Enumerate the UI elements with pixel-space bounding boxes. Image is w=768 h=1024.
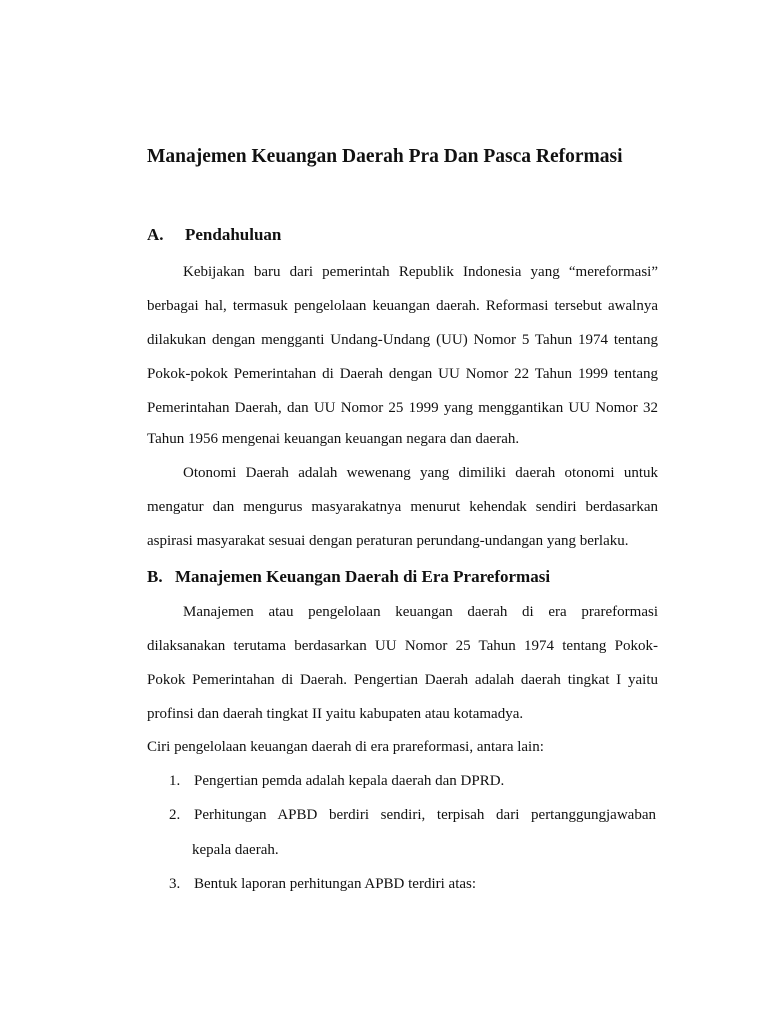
list-number: 3.	[169, 876, 181, 892]
paragraph-line: dilakukan dengan mengganti Undang-Undang (UU) Nomor 5 Tahun 1974 tentang	[147, 332, 658, 348]
list-item	[169, 805, 658, 825]
paragraph-line: Manajemen atau pengelolaan keuangan daerah di era prareformasi	[183, 604, 658, 620]
paragraph-line: Pemerintahan Daerah, dan UU Nomor 25 1999 yang menggantikan UU Nomor 32	[147, 400, 658, 416]
section-a-heading	[147, 225, 281, 245]
section-title: Manajemen Keuangan Daerah di Era Prareformasi	[175, 567, 551, 586]
list-number: 2.	[169, 807, 181, 823]
paragraph-line: Otonomi Daerah adalah wewenang yang dimiliki daerah otonomi untuk	[183, 465, 658, 481]
section-title: Pendahuluan	[185, 225, 282, 244]
paragraph-line: mengatur dan mengurus masyarakatnya menurut kehendak sendiri berdasarkan	[147, 499, 658, 515]
paragraph-line: profinsi dan daerah tingkat II yaitu kabupaten atau kotamadya.	[147, 706, 524, 722]
list-item-continuation: kepala daerah.	[192, 842, 279, 858]
list-text: Pengertian pemda adalah kepala daerah dan DPRD.	[194, 773, 505, 789]
list-intro: Ciri pengelolaan keuangan daerah di era prareformasi, antara lain:	[147, 739, 544, 755]
list-item	[169, 874, 476, 894]
list-text: Perhitungan APBD berdiri sendiri, terpisah dari pertanggungjawaban	[194, 807, 656, 823]
paragraph-line: berbagai hal, termasuk pengelolaan keuangan daerah. Reformasi tersebut awalnya	[147, 298, 658, 314]
list-item	[169, 771, 504, 791]
paragraph-line: Tahun 1956 mengenai keuangan keuangan negara dan daerah.	[147, 431, 520, 447]
document-title: Manajemen Keuangan Daerah Pra Dan Pasca Reformasi	[147, 146, 623, 167]
section-b-heading	[147, 567, 550, 587]
paragraph-line: Pokok-pokok Pemerintahan di Daerah dengan UU Nomor 22 Tahun 1999 tentang	[147, 366, 658, 382]
section-number: B.	[147, 567, 163, 586]
paragraph-line: dilaksanakan terutama berdasarkan UU Nomor 25 Tahun 1974 tentang Pokok-	[147, 638, 658, 654]
paragraph-line: Kebijakan baru dari pemerintah Republik Indonesia yang “mereformasi”	[183, 264, 658, 280]
section-number: A.	[147, 225, 164, 244]
list-number: 1.	[169, 773, 181, 789]
list-text: Bentuk laporan perhitungan APBD terdiri atas:	[194, 876, 477, 892]
paragraph-line: Pokok Pemerintahan di Daerah. Pengertian Daerah adalah daerah tingkat I yaitu	[147, 672, 658, 688]
paragraph-line: aspirasi masyarakat sesuai dengan peraturan perundang-undangan yang berlaku.	[147, 533, 629, 549]
